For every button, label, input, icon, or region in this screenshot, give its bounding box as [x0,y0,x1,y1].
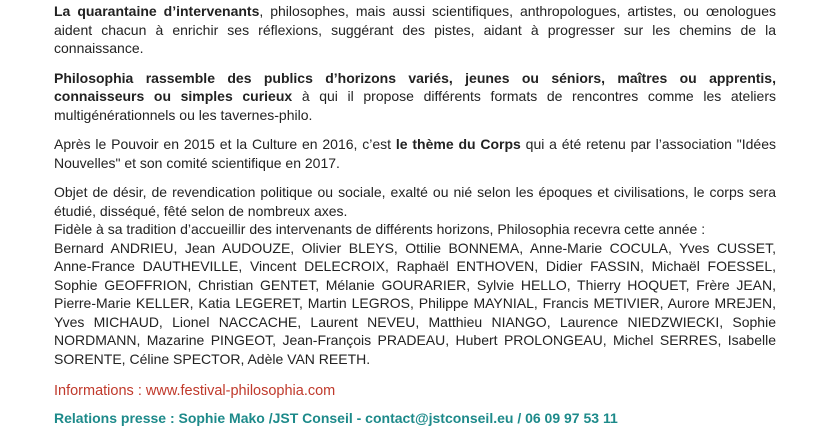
press-line: Relations presse : Sophie Mako /JST Conseil - contact@jstconseil.eu / 06 09 97 53 11 [54,410,618,426]
paragraph-intervenants-text: , philosophes, mais aussi scientifiques, anthropologues, artistes, ou œnologues aident chacun à enrichir ses réflexions, suggérant des pistes, aidant à progresser sur les chemins de la connaissance. [54,3,776,56]
paragraph-theme-after: qui a été retenu par l’association "Idées Nouvelles" et son comité scientifique en 2017. [54,136,776,171]
paragraph-publics-bold: Philosophia rassemble des publics d’horizons variés, jeunes ou séniors, maîtres ou apprentis, connaisseurs ou simples curieux [54,69,776,104]
info-line: Informations : www.festival-philosophia.com [54,383,336,399]
paragraph-intervenants [54,2,776,58]
paragraph-theme-before: Après le Pouvoir en 2015 et la Culture en 2016, c’est [54,136,396,152]
paragraph-speakers-list: Bernard ANDRIEU, Jean AUDOUZE, Olivier BLEYS, Ottilie BONNEMA, Anne-Marie COCULA, Yves CUSSET, Anne-France DAUTHEVILLE, Vincent DELECROIX, Raphaël ENTHOVEN, Didier FASSIN, Michaël FOESSEL, Sophie GEOFFRION, Christian GENTET, Mélanie GOURARIER, Sylvie HELLO, Thierry HOQUET, Frère JEAN, Pierre-Marie KELLER, Katia LEGERET, Martin LEGROS, Philippe MAYNIAL, Francis METIVIER, Aurore MREJEN, Yves MICHAUD, Lionel NACCACHE, Laurent NEVEU, Matthieu NIANGO, Laurence NIEDZWIECKI, Sophie NORDMANN, Mazarine PINGEOT, Jean-François PRADEAU, Hubert PROLONGEAU, Michel SERRES, Isabelle SORENTE, Céline SPECTOR, Adèle VAN REETH. [54,239,776,367]
paragraph-speakers-intro: Fidèle à sa tradition d’accueillir des intervenants de différents horizons, Philosophia recevra cette année : [54,221,706,237]
paragraph-corps: Objet de désir, de revendication politique ou sociale, exalté ou nié selon les époques et civilisations, le corps sera étudié, disséqué, fêté selon de nombreux axes. [54,184,776,219]
paragraph-publics [54,69,776,125]
paragraph-intervenants-bold: La quarantaine d’intervenants [54,3,260,19]
paragraph-theme-bold: le thème du Corps [395,136,521,152]
paragraph-theme [54,135,776,172]
paragraph-publics-text: à qui il propose différents formats de rencontres comme les ateliers multigénérationnels ou les tavernes-philo. [54,88,776,123]
